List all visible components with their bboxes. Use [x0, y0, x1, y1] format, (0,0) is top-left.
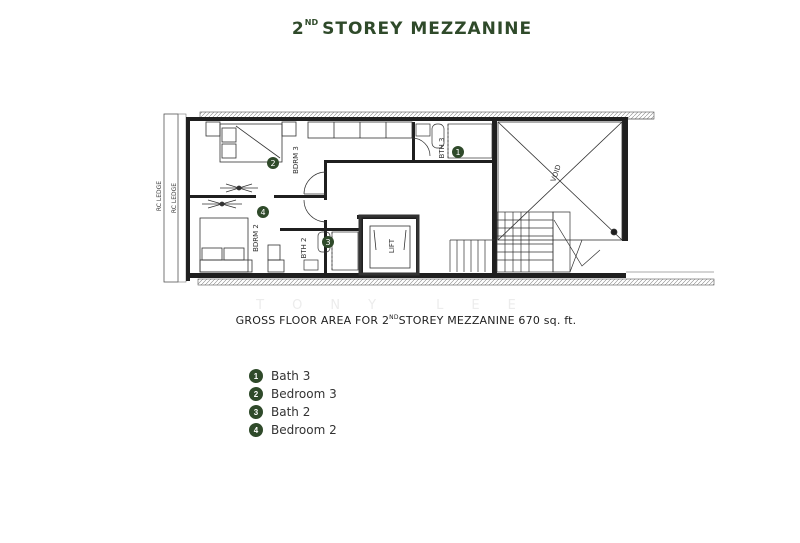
bed-bedroom3 [206, 122, 296, 162]
label-bth2: BTH 2 [300, 237, 308, 259]
legend-label: Bath 3 [271, 369, 311, 383]
label-bth3: BTH 3 [438, 137, 446, 159]
title-main: STOREY MEZZANINE [322, 19, 533, 39]
marker-4 [257, 206, 269, 218]
floor-plan [150, 100, 730, 300]
outer-walls [186, 117, 628, 281]
legend-item [249, 385, 337, 403]
legend-badge: 3 [249, 405, 263, 419]
label-rc-ledge-outer: RC LEDGE [156, 180, 163, 212]
legend-label: Bath 2 [271, 405, 311, 419]
title-prefix: 2 [291, 19, 305, 39]
page-title [0, 18, 800, 39]
label-bdrm3: BDRM 3 [292, 146, 300, 174]
marker-4-text: 4 [260, 208, 266, 217]
gfa-suffix: STOREY MEZZANINE 670 sq. ft. [398, 314, 577, 327]
legend-label: Bedroom 3 [271, 387, 337, 401]
gfa-prefix: GROSS FLOOR AREA FOR 2 [235, 314, 390, 327]
label-lift: LIFT [388, 238, 396, 254]
legend-badge: 4 [249, 423, 263, 437]
gfa-sup: ND [389, 314, 399, 321]
bed-bedroom2 [200, 218, 284, 272]
marker-1-text: 1 [455, 148, 461, 157]
legend [249, 367, 337, 439]
staircase [450, 212, 600, 272]
legend-item [249, 367, 337, 385]
gross-floor-area [0, 314, 800, 327]
label-void: VOID [549, 163, 563, 183]
legend-item [249, 403, 337, 421]
legend-badge: 1 [249, 369, 263, 383]
legend-item [249, 421, 337, 439]
marker-3-text: 3 [325, 238, 331, 247]
door-swings [304, 138, 430, 222]
marker-3 [322, 236, 334, 248]
marker-1 [452, 146, 464, 158]
title-sup: ND [304, 18, 319, 27]
wardrobe [308, 122, 412, 138]
slab-bottom [198, 279, 714, 285]
void-area [498, 122, 622, 240]
legend-label: Bedroom 2 [271, 423, 337, 437]
label-rc-ledge-inner: RC LEDGE [171, 182, 178, 214]
marker-2 [267, 157, 279, 169]
legend-badge: 2 [249, 387, 263, 401]
marker-2-text: 2 [270, 159, 276, 168]
watermark: TONY LEE [256, 298, 544, 313]
label-bdrm2: BDRM 2 [252, 224, 260, 252]
floor-plan-drawing [150, 100, 730, 300]
